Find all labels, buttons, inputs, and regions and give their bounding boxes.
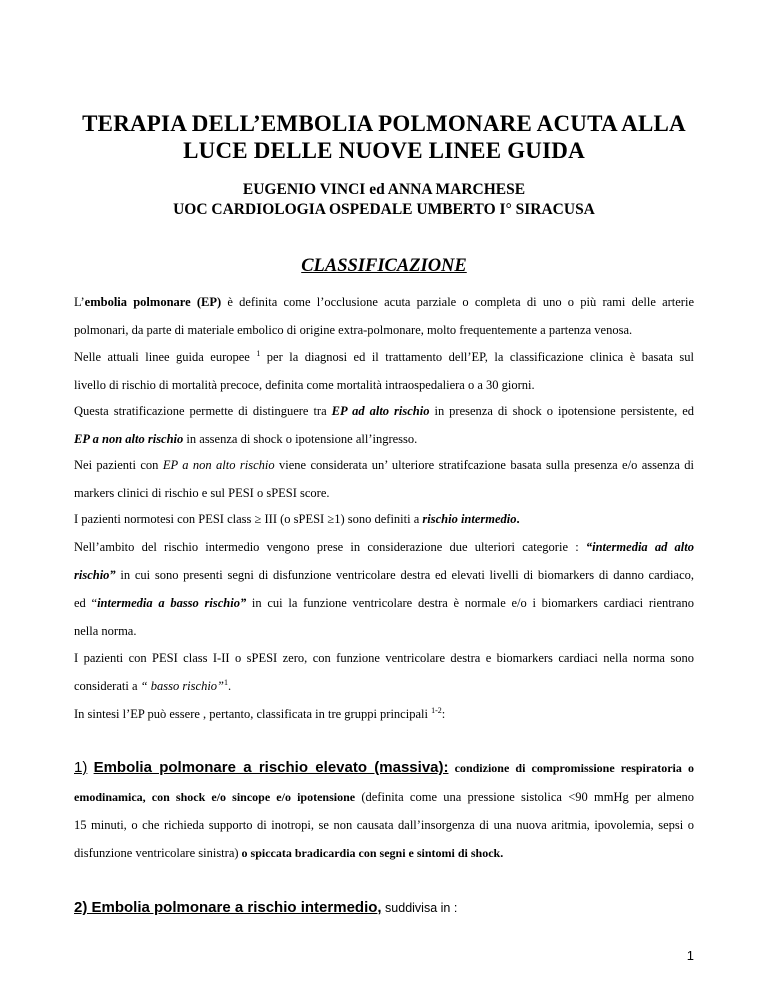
text-line: [74, 294, 694, 310]
text-run: in cui la funzione ventricolare destra è normale e/o i biomarkers cardiaci rientrano: [246, 596, 694, 610]
text-line: polmonari, da parte di materiale embolico di origine extra-polmonare, molto frequentemente a partenza venosa.: [74, 323, 633, 337]
item-heading: Embolia polmonare a rischio elevato (massiva):: [93, 759, 449, 776]
text-run: in cui sono presenti segni di disfunzione ventricolare destra ed elevati livelli di biomarkers di danno cardiaco,: [115, 568, 694, 582]
text-run: considerati a: [74, 679, 141, 693]
text-line: 15 minuti, o che richieda supporto di inotropi, se non causata dall’insorgenza di una nuova aritmia, ipovolemia, sepsi o: [74, 818, 694, 832]
text-run: In sintesi l’EP può essere , pertanto, classificata in tre gruppi principali: [74, 707, 428, 721]
bold-italic-term: rischio intermedio: [422, 512, 517, 526]
paragraph-intermediate: [74, 511, 694, 527]
text-run: Nei pazienti con: [74, 458, 163, 472]
text-line: [74, 567, 694, 583]
text-line: [74, 900, 694, 916]
bold-italic-term: EP ad alto rischio: [331, 404, 430, 418]
text-line: [74, 403, 694, 419]
item-heading-comma: ,: [377, 899, 382, 916]
text-run: Questa stratificazione permette di distinguere tra: [74, 404, 332, 418]
paragraph-non-high-risk: [74, 457, 694, 501]
italic-term: “ basso rischio”: [140, 679, 224, 693]
text-run: in assenza di shock o ipotensione all’ingresso.: [183, 432, 418, 446]
text-line: [74, 789, 694, 805]
text-line: [74, 845, 694, 861]
text-line: [74, 349, 694, 365]
text-line: markers clinici di rischio e sul PESI o sPESI score.: [74, 486, 330, 500]
text-run: Nelle attuali linee guida europee: [74, 350, 250, 364]
text-line: [74, 511, 694, 527]
text-line: I pazienti con PESI class I-II o sPESI zero, con funzione ventricolare destra e biomarkers cardiaci nella norma sono: [74, 651, 694, 665]
text-run: I pazienti normotesi con PESI class ≥ III (o sPESI ≥1) sono definiti a: [74, 512, 423, 526]
item-number: 1): [74, 759, 88, 776]
paragraph-definition: [74, 294, 694, 338]
bold-italic-term: rischio”: [74, 568, 116, 582]
paragraph-guidelines: [74, 349, 694, 393]
section-heading: CLASSIFICAZIONE: [301, 256, 467, 276]
authors-names: EUGENIO VINCI ed ANNA MARCHESE: [242, 181, 526, 198]
bold-text: condizione di compromissione respiratoria o: [448, 761, 694, 775]
text-run: L’: [74, 295, 85, 309]
citation: 1-2: [431, 705, 442, 715]
title-line-2: LUCE DELLE NUOVE LINEE GUIDA: [183, 138, 585, 163]
text-line: [74, 706, 694, 722]
paragraph-low-risk: [74, 650, 694, 694]
list-item-high-risk: [74, 760, 694, 861]
item-heading: 2) Embolia polmonare a rischio intermedio: [74, 899, 378, 916]
text-line: nella norma.: [74, 624, 137, 638]
text-line: [74, 760, 694, 776]
text-line: livello di rischio di mortalità precoce, definita come mortalità intraospedaliera o a 30 giorni.: [74, 378, 535, 392]
paragraph-summary: [74, 706, 694, 722]
paragraph-stratification: [74, 403, 694, 447]
text-run: .: [228, 679, 232, 693]
citation: 1: [224, 677, 228, 687]
text-run: viene considerata un’ ulteriore stratifcazione basata sulla presenza e/o assenza di: [274, 458, 694, 472]
text-line: [74, 595, 694, 611]
bold-italic-term: EP a non alto rischio: [74, 432, 184, 446]
authors-block: [60, 180, 708, 220]
text-run: Nell’ambito del rischio intermedio vengono prese in considerazione due ulteriori categorie :: [74, 540, 586, 554]
bold-text: emodinamica, con shock e/o sincope e/o ipotensione: [74, 790, 356, 804]
document-title: [60, 110, 708, 164]
authors-affiliation: UOC CARDIOLOGIA OSPEDALE UMBERTO I° SIRACUSA: [173, 201, 595, 218]
list-item-intermediate-risk: [74, 900, 694, 916]
text-run: ed “: [74, 596, 98, 610]
text-run: disfunzione ventricolare sinistra): [74, 846, 239, 860]
text-line: [74, 431, 694, 447]
bold-term: embolia polmonare (EP): [84, 295, 222, 309]
text-line: [74, 678, 694, 694]
text-run: in presenza di shock o ipotensione persistente, ed: [429, 404, 694, 418]
bold-italic-term: intermedia a basso rischio”: [97, 596, 247, 610]
italic-term: EP a non alto rischio: [162, 458, 275, 472]
text-run: è definita come l’occlusione acuta parziale o completa di uno o più rami delle arterie: [221, 295, 694, 309]
title-line-1: TERAPIA DELL’EMBOLIA POLMONARE ACUTA ALLA: [82, 111, 686, 136]
text-line: [74, 457, 694, 473]
bold-text: o spiccata bradicardia con segni e sintomi di shock.: [238, 846, 504, 860]
text-run: (definita come una pressione sistolica <90 mmHg per almeno: [355, 790, 694, 804]
text-line: [74, 539, 694, 555]
bold-italic-term: “intermedia ad alto: [585, 540, 694, 554]
page-number: 1: [686, 948, 694, 963]
text-run: :: [441, 707, 446, 721]
paragraph-subcategories: [74, 539, 694, 639]
text-run: per la diagnosi ed il trattamento dell’EP, la classificazione clinica è basata sul: [260, 350, 694, 364]
text-run: suddivisa in :: [381, 901, 458, 915]
citation: 1: [256, 348, 261, 358]
text-run: .: [516, 512, 520, 526]
